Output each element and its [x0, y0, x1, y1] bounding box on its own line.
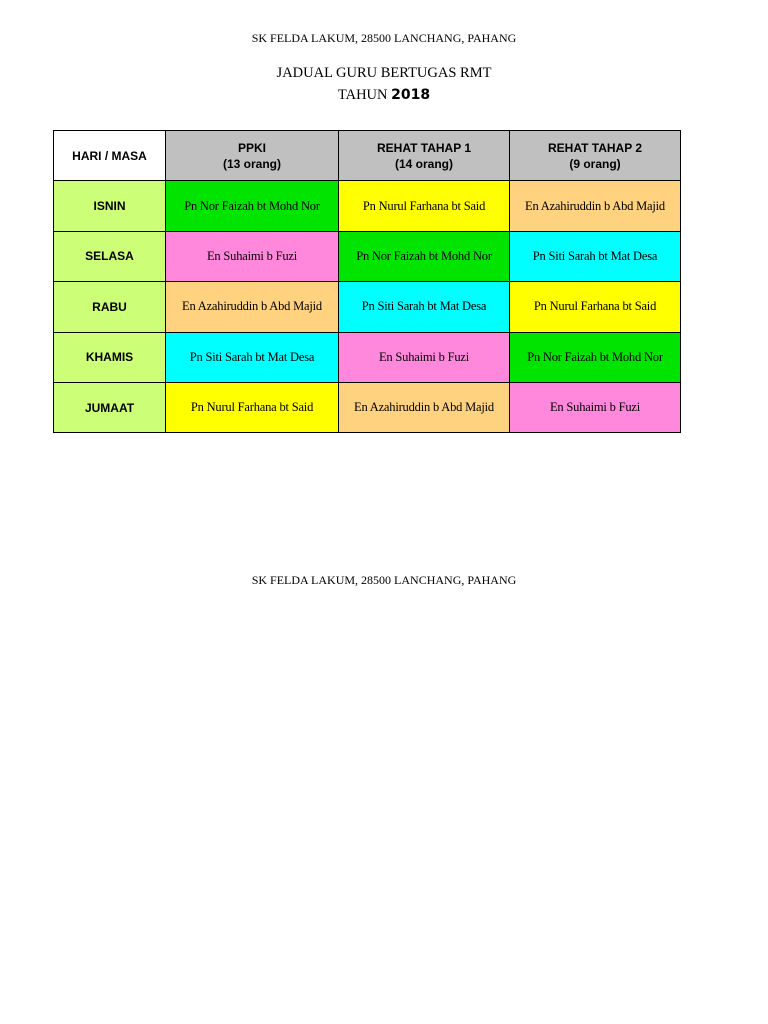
column-header-name: PPKI: [237, 140, 266, 155]
teacher-cell: Pn Nor Faizah bt Mohd Nor: [339, 231, 510, 281]
day-cell: ISNIN: [54, 181, 166, 231]
day-cell: SELASA: [54, 231, 166, 281]
day-cell: JUMAAT: [54, 382, 166, 432]
column-header-ppki: [166, 131, 339, 181]
teacher-cell: En Suhaimi b Fuzi: [510, 382, 681, 432]
column-header-rehat-tahap-2: [510, 131, 681, 181]
table-row: [54, 332, 681, 382]
column-header-count: (9 orang): [569, 156, 621, 171]
corner-header: HARI / MASA: [54, 131, 166, 181]
teacher-cell: En Azahiruddin b Abd Majid: [166, 282, 339, 332]
teacher-cell: En Azahiruddin b Abd Majid: [339, 382, 510, 432]
table-row: [54, 382, 681, 432]
school-address-footer: SK FELDA LAKUM, 28500 LANCHANG, PAHANG: [251, 573, 517, 587]
teacher-cell: Pn Nor Faizah bt Mohd Nor: [510, 332, 681, 382]
table-row: [54, 282, 681, 332]
table-header-row: [54, 131, 681, 181]
document-year-line: [0, 87, 768, 104]
column-header-name: REHAT TAHAP 2: [547, 140, 642, 155]
teacher-cell: Pn Nor Faizah bt Mohd Nor: [166, 181, 339, 231]
school-address-header: SK FELDA LAKUM, 28500 LANCHANG, PAHANG: [251, 31, 517, 45]
teacher-cell: En Suhaimi b Fuzi: [339, 332, 510, 382]
teacher-cell: En Azahiruddin b Abd Majid: [510, 181, 681, 231]
day-cell: KHAMIS: [54, 332, 166, 382]
duty-roster-table: [53, 130, 681, 433]
column-header-name: REHAT TAHAP 1: [376, 140, 471, 155]
teacher-cell: Pn Nurul Farhana bt Said: [510, 282, 681, 332]
column-header-count: (13 orang): [222, 156, 281, 171]
teacher-cell: Pn Siti Sarah bt Mat Desa: [510, 231, 681, 281]
table-row: [54, 231, 681, 281]
teacher-cell: En Suhaimi b Fuzi: [166, 231, 339, 281]
teacher-cell: Pn Nurul Farhana bt Said: [166, 382, 339, 432]
day-cell: RABU: [54, 282, 166, 332]
teacher-cell: Pn Siti Sarah bt Mat Desa: [339, 282, 510, 332]
column-header-rehat-tahap-1: [339, 131, 510, 181]
table-row: [54, 181, 681, 231]
year-value: 2018: [391, 87, 431, 103]
year-prefix: TAHUN: [337, 87, 388, 103]
document-title: JADUAL GURU BERTUGAS RMT: [276, 65, 492, 81]
teacher-cell: Pn Siti Sarah bt Mat Desa: [166, 332, 339, 382]
column-header-count: (14 orang): [394, 156, 453, 171]
teacher-cell: Pn Nurul Farhana bt Said: [339, 181, 510, 231]
